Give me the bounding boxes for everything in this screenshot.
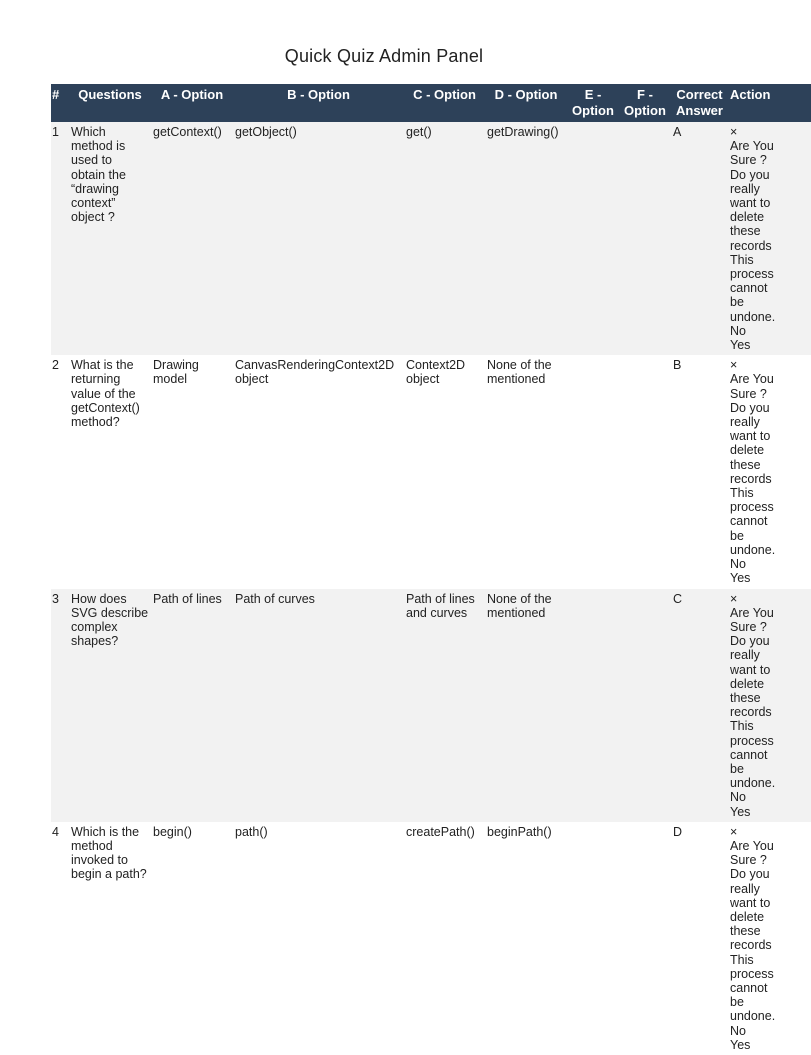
table-row <box>51 589 811 822</box>
header-option-b: B - Option <box>233 84 404 122</box>
delete-confirm-text: This <box>730 252 754 267</box>
delete-confirm-text: records <box>730 705 772 720</box>
cell-option-c: createPath() <box>404 822 485 1055</box>
header-questions: Questions <box>69 84 151 122</box>
cell-action <box>728 589 811 822</box>
header-option-f: F - Option <box>619 84 671 122</box>
cell-option-a: getContext() <box>151 122 233 355</box>
delete-confirm-text: be <box>730 528 744 543</box>
delete-confirm-text: want to <box>730 429 771 444</box>
close-icon[interactable]: × <box>730 824 738 839</box>
cell-num: 3 <box>51 589 69 822</box>
delete-confirm-text: delete <box>730 676 765 691</box>
cell-correct-answer: A <box>671 122 728 355</box>
cell-option-d: None of the mentioned <box>485 589 567 822</box>
cell-option-f <box>619 122 671 355</box>
yes-button[interactable]: Yes <box>730 338 751 353</box>
delete-confirm-text: Sure ? <box>730 153 767 168</box>
cell-question: What is the returning value of the getContext() method? <box>69 355 151 588</box>
delete-confirm-text: Sure ? <box>730 386 767 401</box>
delete-confirm-text: be <box>730 761 744 776</box>
delete-confirm-text: delete <box>730 909 765 924</box>
cell-option-f <box>619 355 671 588</box>
header-option-e: E - Option <box>567 84 619 122</box>
delete-confirm-text: process <box>730 267 774 282</box>
delete-confirm-text: cannot <box>730 747 768 762</box>
table-row <box>51 355 811 588</box>
delete-confirm-text: undone. <box>730 542 776 557</box>
cell-num: 4 <box>51 822 69 1055</box>
delete-confirm-text: really <box>730 181 760 196</box>
cell-option-b: Path of curves <box>233 589 404 822</box>
close-icon[interactable]: × <box>730 591 738 606</box>
table-body <box>51 122 811 1055</box>
cell-option-c: get() <box>404 122 485 355</box>
cell-question: How does SVG describe complex shapes? <box>69 589 151 822</box>
no-button[interactable]: No <box>730 1023 746 1038</box>
table-row <box>51 822 811 1055</box>
cell-action <box>728 122 811 355</box>
delete-confirm-text: records <box>730 238 772 253</box>
no-button[interactable]: No <box>730 323 746 338</box>
cell-option-a: Drawing model <box>151 355 233 588</box>
page-title: Quick Quiz Admin Panel <box>284 46 484 66</box>
cell-option-d: getDrawing() <box>485 122 567 355</box>
delete-confirm-text: want to <box>730 196 771 211</box>
delete-confirm-text: delete <box>730 210 765 225</box>
header-row <box>51 84 811 122</box>
cell-option-b: path() <box>233 822 404 1055</box>
delete-confirm-text: Do you <box>730 634 770 649</box>
cell-option-c: Path of lines and curves <box>404 589 485 822</box>
cell-question: Which method is used to obtain the “drawing context” object ? <box>69 122 151 355</box>
delete-confirm-text: these <box>730 690 761 705</box>
delete-confirm-text: Are You <box>730 605 774 620</box>
header-correct-answer: Correct Answer <box>671 84 728 122</box>
cell-option-f <box>619 822 671 1055</box>
cell-action <box>728 822 811 1055</box>
delete-confirm-text: these <box>730 457 761 472</box>
cell-option-e <box>567 355 619 588</box>
table-row <box>51 122 811 355</box>
delete-confirm-text: Are You <box>730 372 774 387</box>
cell-option-a: begin() <box>151 822 233 1055</box>
cell-correct-answer: B <box>671 355 728 588</box>
cell-option-e <box>567 589 619 822</box>
quiz-table-container <box>51 84 811 1055</box>
cell-question: Which is the method invoked to begin a path? <box>69 822 151 1055</box>
table-header <box>51 84 811 122</box>
delete-confirm-text: really <box>730 881 760 896</box>
yes-button[interactable]: Yes <box>730 571 751 586</box>
delete-confirm-text: be <box>730 295 744 310</box>
header-action: Action <box>728 84 811 122</box>
delete-confirm-text: Do you <box>730 400 770 415</box>
cell-option-e <box>567 822 619 1055</box>
delete-confirm-text: want to <box>730 895 771 910</box>
header-num: # <box>51 84 69 122</box>
close-icon[interactable]: × <box>730 358 738 373</box>
cell-num: 2 <box>51 355 69 588</box>
cell-num: 1 <box>51 122 69 355</box>
header-option-a: A - Option <box>151 84 233 122</box>
cell-option-d: beginPath() <box>485 822 567 1055</box>
delete-confirm-text: cannot <box>730 514 768 529</box>
yes-button[interactable]: Yes <box>730 1037 751 1052</box>
delete-confirm-text: want to <box>730 662 771 677</box>
no-button[interactable]: No <box>730 557 746 572</box>
cell-option-f <box>619 589 671 822</box>
cell-correct-answer: D <box>671 822 728 1055</box>
delete-confirm-text: process <box>730 500 774 515</box>
delete-confirm-text: records <box>730 471 772 486</box>
delete-confirm-text: This <box>730 952 754 967</box>
header-option-c: C - Option <box>404 84 485 122</box>
delete-confirm-text: these <box>730 924 761 939</box>
yes-button[interactable]: Yes <box>730 804 751 819</box>
delete-confirm-text: Sure ? <box>730 619 767 634</box>
no-button[interactable]: No <box>730 790 746 805</box>
delete-confirm-text: Do you <box>730 867 770 882</box>
quiz-table <box>51 84 811 1055</box>
delete-confirm-text: really <box>730 415 760 430</box>
delete-confirm-text: undone. <box>730 776 776 791</box>
delete-confirm-text: undone. <box>730 309 776 324</box>
cell-option-b: getObject() <box>233 122 404 355</box>
delete-confirm-text: undone. <box>730 1009 776 1024</box>
delete-confirm-text: be <box>730 995 744 1010</box>
delete-confirm-text: cannot <box>730 980 768 995</box>
delete-confirm-text: Do you <box>730 167 770 182</box>
delete-confirm-text: Are You <box>730 139 774 154</box>
header-option-d: D - Option <box>485 84 567 122</box>
delete-confirm-text: records <box>730 938 772 953</box>
cell-option-c: Context2D object <box>404 355 485 588</box>
cell-option-d: None of the mentioned <box>485 355 567 588</box>
cell-option-b: CanvasRenderingContext2D object <box>233 355 404 588</box>
close-icon[interactable]: × <box>730 125 738 139</box>
delete-confirm-text: cannot <box>730 281 768 296</box>
delete-confirm-text: Are You <box>730 838 774 853</box>
delete-confirm-text: delete <box>730 443 765 458</box>
cell-option-e <box>567 122 619 355</box>
cell-option-a: Path of lines <box>151 589 233 822</box>
delete-confirm-text: process <box>730 966 774 981</box>
delete-confirm-text: This <box>730 486 754 501</box>
delete-confirm-text: Sure ? <box>730 853 767 868</box>
delete-confirm-text: This <box>730 719 754 734</box>
cell-action <box>728 355 811 588</box>
delete-confirm-text: really <box>730 648 760 663</box>
delete-confirm-text: these <box>730 224 761 239</box>
delete-confirm-text: process <box>730 733 774 748</box>
cell-correct-answer: C <box>671 589 728 822</box>
